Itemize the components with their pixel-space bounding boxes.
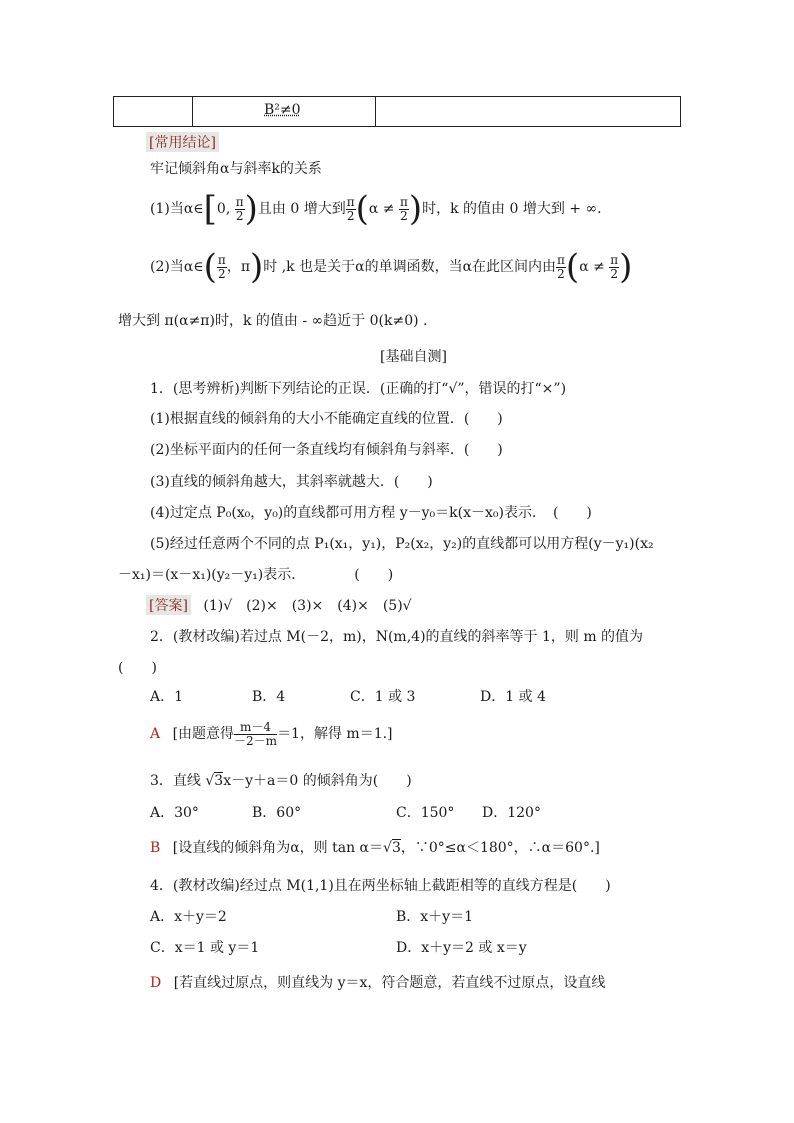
conclusion-intro: 牢记倾斜角α与斜率k的关系 bbox=[150, 161, 322, 177]
q4-stem: 4．(教材改编)经过点 M(1,1)且在两坐标轴上截距相等的直线方程是( ) bbox=[150, 878, 611, 894]
conclusion-item-2-cont: 增大到 π(α≠π)时，k 的值由 - ∞趋近于 0(k≠0) . bbox=[118, 313, 428, 329]
q2-paren: ( ) bbox=[118, 660, 157, 676]
q3-explanation: B [设直线的倾斜角为α，则 tan α＝√3，∵0°≤α＜180°，∴α＝60°.] bbox=[150, 840, 600, 856]
q1-statement-5b: －x₁)＝(x－x₁)(y₂－y₁)表示． ( ) bbox=[118, 567, 394, 583]
fraction: $\frac{\pi}{2}$ bbox=[610, 252, 619, 281]
q3-stem: 3．直线 √3x－y＋a＝0 的倾斜角为( ) bbox=[150, 773, 412, 789]
fraction: $\frac{\pi}{2}$ bbox=[217, 252, 226, 281]
q1-statement-4: (4)过定点 P₀(x₀，y₀)的直线都可用方程 y－y₀＝k(x－x₀)表示． ( ) bbox=[150, 505, 592, 521]
q1-stem: 1．(思考辨析)判断下列结论的正误．(正确的打“√”，错误的打“×”) bbox=[150, 381, 567, 397]
q4-option-c: C．x＝1 或 y＝1 bbox=[150, 940, 260, 956]
fraction: $\frac{\pi}{2}$ bbox=[235, 194, 244, 223]
q2-option-a: A．1 bbox=[150, 689, 184, 705]
sqrt-icon: √ bbox=[383, 840, 392, 856]
q3-option-a: A．30° bbox=[150, 805, 199, 821]
sqrt-icon: √ bbox=[205, 773, 215, 789]
q2-option-d: D．1 或 4 bbox=[480, 689, 546, 705]
conclusion-item-1: (1)当α∈[0, $\frac{\pi}{2}$ )且由 0 增大到 $\frac{\pi}{2}$ (α ≠ $\frac{\pi}{2}$ )时，k 的值由 0 增大到 + ∞. bbox=[150, 189, 602, 229]
q1-statement-3: (3)直线的倾斜角越大，其斜率就越大．( ) bbox=[150, 474, 433, 490]
q3-key: B bbox=[150, 840, 161, 856]
table-divider bbox=[375, 97, 376, 126]
q2-option-b: B．4 bbox=[252, 689, 286, 705]
q1-statement-2: (2)坐标平面内的任何一条直线均有倾斜角与斜率．( ) bbox=[150, 442, 503, 458]
q4-option-a: A．x＋y＝2 bbox=[150, 909, 227, 925]
q3-option-b: B．60° bbox=[252, 805, 302, 821]
conclusion-item-2: (2)当α∈( $\frac{\pi}{2}$ ，π)时 ,k 也是关于α的单调函数，当α在此区间内由 $\frac{\pi}{2}$ (α ≠ $\frac{\pi}{2}$ ) bbox=[150, 247, 633, 287]
q3-option-d: D．120° bbox=[482, 805, 541, 821]
q1-answer bbox=[146, 595, 412, 615]
fraction: $\frac{\pi}{2}$ bbox=[557, 252, 565, 281]
q2-key: A bbox=[150, 726, 161, 742]
fraction: $\frac{\pi}{2}$ bbox=[399, 194, 408, 223]
answer-text: (1)√ (2)× (3)× (4)× (5)√ bbox=[203, 598, 412, 614]
answer-tag: [答案] bbox=[146, 595, 191, 615]
q1-statement-1: (1)根据直线的倾斜角的大小不能确定直线的位置．( ) bbox=[150, 411, 503, 427]
conclusion-tag: [常用结论] bbox=[146, 132, 219, 152]
section-title: [基础自测] bbox=[380, 349, 447, 365]
q2-option-c: C．1 或 3 bbox=[350, 689, 416, 705]
fraction: $\frac{m-4}{-2-m}$ bbox=[234, 719, 278, 748]
q2-stem: 2．(教材改编)若过点 M(－2，m)，N(m,4)的直线的斜率等于 1，则 m 的值为 bbox=[150, 629, 644, 645]
q4-option-b: B．x＋y＝1 bbox=[396, 909, 473, 925]
table-row bbox=[113, 96, 681, 127]
table-divider bbox=[192, 97, 193, 126]
q1-statement-5a: (5)经过任意两个不同的点 P₁(x₁，y₁)，P₂(x₂，y₂)的直线都可以用方程(y－y₁)(x₂ bbox=[150, 536, 654, 552]
table-cell: B²≠0 bbox=[264, 102, 301, 118]
q2-explanation: A [由题意得 $\frac{m-4}{-2-m}$ ＝1，解得 m＝1.] bbox=[150, 719, 393, 748]
q4-option-d: D．x＋y＝2 或 x＝y bbox=[396, 940, 527, 956]
q4-key: D bbox=[150, 975, 162, 991]
q4-explanation: D [若直线过原点，则直线为 y＝x，符合题意，若直线不过原点，设直线 bbox=[150, 975, 606, 991]
q3-option-c: C．150° bbox=[396, 805, 455, 821]
fraction: $\frac{\pi}{2}$ bbox=[346, 194, 355, 223]
